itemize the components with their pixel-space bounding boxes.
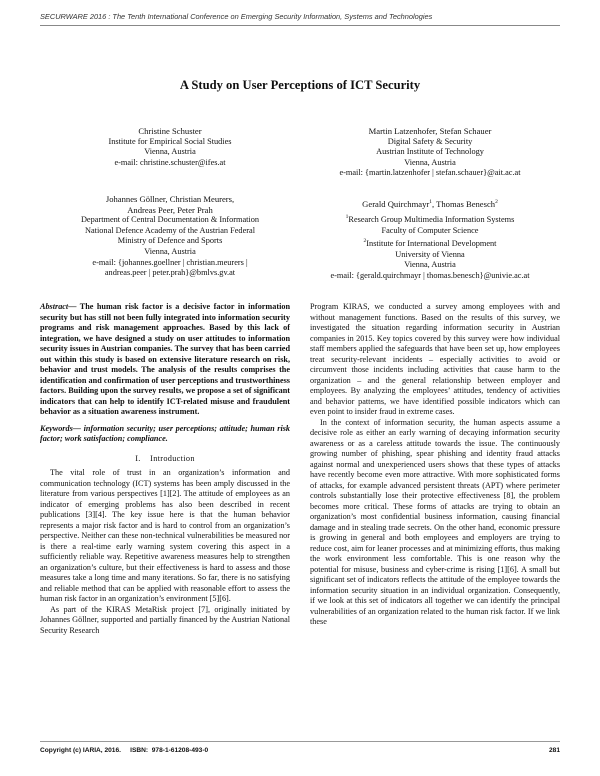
- header-rule: [40, 25, 560, 26]
- paragraph: The vital role of trust in an organization’s information and communication technology (ICT) systems has been amply discussed in the literature from various perspectives [1][2]. The attitude of employees as an indicator of emerging problems has also been described in recent publications [3][4]. The key issue here is that the human behavior represents a major risk factor and is hard to control from an organization’s perspective. Neither can these non-technical vulnerabilities be measured nor is there a real-time early warning system covering this aspect in a sufficiently reliable way. Repetitive awareness measures help to strengthen an organization’s culture, but their effectiveness is hard to assess and those measures take a long time and many iterations. So far, there is no satisfying and reliable method that can be applied with reasonable effort to assess the human risk factor in an organization’s environment [5][6].: [40, 468, 290, 603]
- conference-header: SECURWARE 2016 : The Tenth International Conference on Emerging Security Information, Systems and Technologies: [40, 12, 433, 21]
- author-affiliation: Digital Safety & Security: [387, 136, 473, 146]
- author-location: Vienna, Austria: [144, 147, 196, 157]
- author-email: andreas.peer | peter.prah}@bmlvs.gv.at: [104, 268, 236, 278]
- footer-copyright: Copyright (c) IARIA, 2016. ISBN: 978-1-61208-493-0: [40, 747, 209, 754]
- footer-rule: [40, 741, 560, 742]
- author-affiliation: National Defence Academy of the Austrian Federal: [84, 225, 256, 235]
- paper-title: A Study on User Perceptions of ICT Security: [179, 78, 421, 92]
- paragraph: In the context of information security, the human aspects assume a decisive role as either an early warning of decaying information security awareness or as a careless attitude towards the issue. The continuously growing number of phishing, spear phishing and identity fraud attacks against normal and unexperienced users shows that these types of attacks have recently become even more attractive. With more sophisticated forms of attacks, for example advanced persistent threats (APT) where perimeter controls substantially lose their protective effectiveness [8], the problem becomes more critical. These forms of attacks are trying to obtain an organization’s most confidential business information, causing financial damage and in stealing trade secrets. On the other hand, economic pressure is growing in general and both employees and employers are trying to reduce cost, aim for leaner processes and at minimizing efforts, thus making the work environment less comfortable. This is one reason why the potential for misuse, business and cyber-crime is rising [1][6]. A small but significant set of indicators reflects the attitude of the employee towards the information security situation in an individual organization. Consequently, if we look at this set of indicators all together we can identify the principal vulnerabilities of an organization related to the human risk factor. If we link these: [310, 417, 560, 626]
- author-name: Martin Latzenhofer, Stefan Schauer: [368, 126, 492, 136]
- author-affiliation: Austrian Institute of Technology: [376, 147, 484, 157]
- right-column: [310, 302, 560, 628]
- author-name: Gerald Quirchmayr$^1$, Thomas Benesch$^2$: [362, 198, 498, 209]
- left-column: [40, 302, 290, 636]
- author-name: Christine Schuster: [138, 126, 202, 136]
- author-affiliation: $^1$Research Group Multimedia Information Systems: [345, 214, 515, 225]
- author-email: e-mail: {gerald.quirchmayr | thomas.benesch}@univie.ac.at: [330, 270, 530, 280]
- author-block-3: [50, 194, 290, 279]
- abstract: Abstract— The human risk factor is a decisive factor in information security but has still not been fully integrated into information security programs and risk management approaches. Based by this lack of integration, we have designed a study on user attitudes to information security issues in Austrian companies. The survey that has been carried out within this study is based on extensive literature research on risk, behavior and trust models. The analysis of the results comprises the identification and confirmation of user perceptions and trustworthiness factors. Building upon the survey results, we propose a set of significant indicators that can help to identify ICT-related misuse and fraudulent behavior as a situation awareness instrument.: [40, 302, 290, 416]
- author-name: Andreas Peer, Peter Prah: [127, 204, 213, 215]
- author-name: Johannes Göllner, Christian Meurers,: [105, 194, 235, 204]
- paragraph: As part of the KIRAS MetaRisk project [7], originally initiated by Johannes Göllner, supported and partially financed by the Austrian National Security Research: [40, 604, 290, 635]
- author-location: Vienna, Austria: [144, 246, 196, 256]
- paragraph: Program KIRAS, we conducted a survey among employees with and without management functions. Based on the results of this survey, we investigated the situation regarding information security in Austrian companies in 2015. Key topics covered by this survey were how individual staff members applied the safeguards that have been set up, how employees treat security-relevant incidents – especially activities to avoid or circumvent those incidents including activities that cause harm to the organization – and the general relationship between employer and employees. By analyzing the employees’ attitudes, tendency of activities and behavior patterns, we have identified possible indicators which can even point to insider fraud in extreme cases.: [310, 302, 560, 416]
- author-affiliation: Institute for Empirical Social Studies: [108, 136, 232, 146]
- keywords: Keywords— information security; user perceptions; attitude; human risk factor; work satisfaction; compliance.: [40, 423, 290, 443]
- author-block-2: [310, 126, 550, 179]
- author-email: e-mail: {johannes.goellner | christian.meurers |: [92, 257, 248, 267]
- author-affiliation: Department of Central Documentation & Information: [80, 215, 260, 225]
- page-number: 281: [548, 747, 560, 754]
- author-block-4: [300, 197, 560, 282]
- author-email: e-mail: christine.schuster@ifes.at: [114, 157, 226, 167]
- section-heading: I. Introduction: [135, 453, 195, 463]
- author-location: Vienna, Austria: [404, 157, 456, 167]
- author-affiliation: $^2$Institute for International Development: [363, 238, 497, 249]
- author-location: Vienna, Austria: [404, 260, 456, 270]
- author-affiliation: University of Vienna: [395, 249, 465, 259]
- author-affiliation: Faculty of Computer Science: [381, 225, 479, 235]
- author-block-1: [60, 126, 280, 168]
- author-affiliation: Ministry of Defence and Sports: [117, 236, 223, 246]
- author-email: e-mail: {martin.latzenhofer | stefan.schauer}@ait.ac.at: [339, 168, 521, 178]
